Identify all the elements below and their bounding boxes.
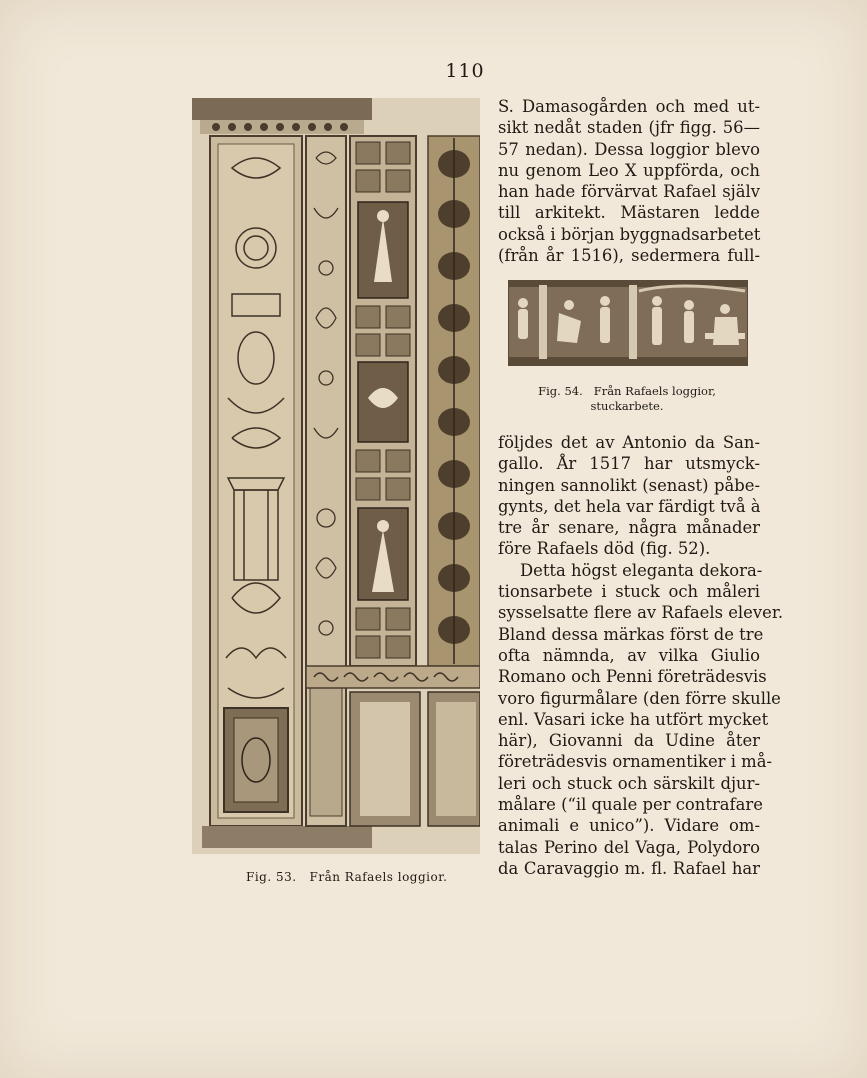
figure-54-caption — [508, 384, 746, 414]
text-line: han hade förvärvat Rafael själv — [498, 182, 760, 202]
figure-53-caption — [246, 870, 466, 884]
text-line: nu genom Leo X uppförda, och — [498, 160, 760, 180]
page-number: 110 — [445, 60, 485, 82]
text-line: Bland dessa märkas först de tre — [498, 624, 764, 644]
figure-54-caption-line2: stuckarbete. — [590, 399, 664, 413]
text-top — [498, 96, 760, 266]
text-line: leri och stuck och särskilt djur- — [498, 773, 760, 793]
figure-54-label: Fig. 54. — [538, 384, 583, 398]
figure-54-caption-line1: Från Rafaels loggior, — [593, 384, 716, 398]
text-line: sysselsatte flere av Rafaels elever. — [498, 603, 784, 623]
text-line: till arkitekt. Mästaren ledde — [498, 203, 760, 223]
text-line: gallo. År 1517 har utsmyck- — [498, 454, 760, 474]
text-line: tionsarbete i stuck och måleri — [498, 582, 760, 602]
text-line: Detta högst eleganta dekora- — [520, 560, 763, 580]
text-line: målare (“il quale per contrafare — [498, 795, 763, 815]
text-bottom — [498, 432, 784, 879]
figure-54-image — [508, 280, 748, 366]
text-line: före Rafaels död (fig. 52). — [498, 539, 711, 559]
figure-53-image — [192, 98, 480, 854]
text-line: tre år senare, några månader — [498, 518, 760, 538]
figure-53-caption-text: Från Rafaels loggior. — [309, 870, 448, 884]
text-line: följdes det av Antonio da San- — [498, 433, 760, 452]
text-line: 57 nedan). Dessa loggior blevo — [498, 139, 760, 159]
text-line: Romano och Penni företrädesvis — [498, 667, 767, 687]
text-line: företrädesvis ornamentiker i må- — [498, 752, 773, 772]
text-line: här), Giovanni da Udine åter — [498, 731, 760, 751]
text-line: animali e unico”). Vidare om- — [498, 816, 760, 836]
text-line: voro figurmålare (den förre skulle — [498, 688, 781, 708]
text-line: ofta nämnda, av vilka Giulio — [498, 645, 760, 665]
text-line: talas Perino del Vaga, Polydoro — [498, 837, 760, 857]
text-line: gynts, det hela var färdigt två à — [498, 496, 761, 516]
text-line: enl. Vasari icke ha utfört mycket — [498, 709, 769, 729]
text-line: sikt nedåt staden (jfr figg. 56— — [498, 118, 760, 138]
text-line: ningen sannolikt (senast) påbe- — [498, 475, 760, 495]
text-line: (från år 1516), sedermera full- — [498, 246, 760, 266]
text-line: da Caravaggio m. fl. Rafael har — [498, 858, 760, 878]
text-line: också i början byggnadsarbetet — [498, 224, 761, 244]
text-line: S. Damasogården och med ut- — [498, 97, 760, 116]
figure-53-label: Fig. 53. — [246, 870, 297, 884]
